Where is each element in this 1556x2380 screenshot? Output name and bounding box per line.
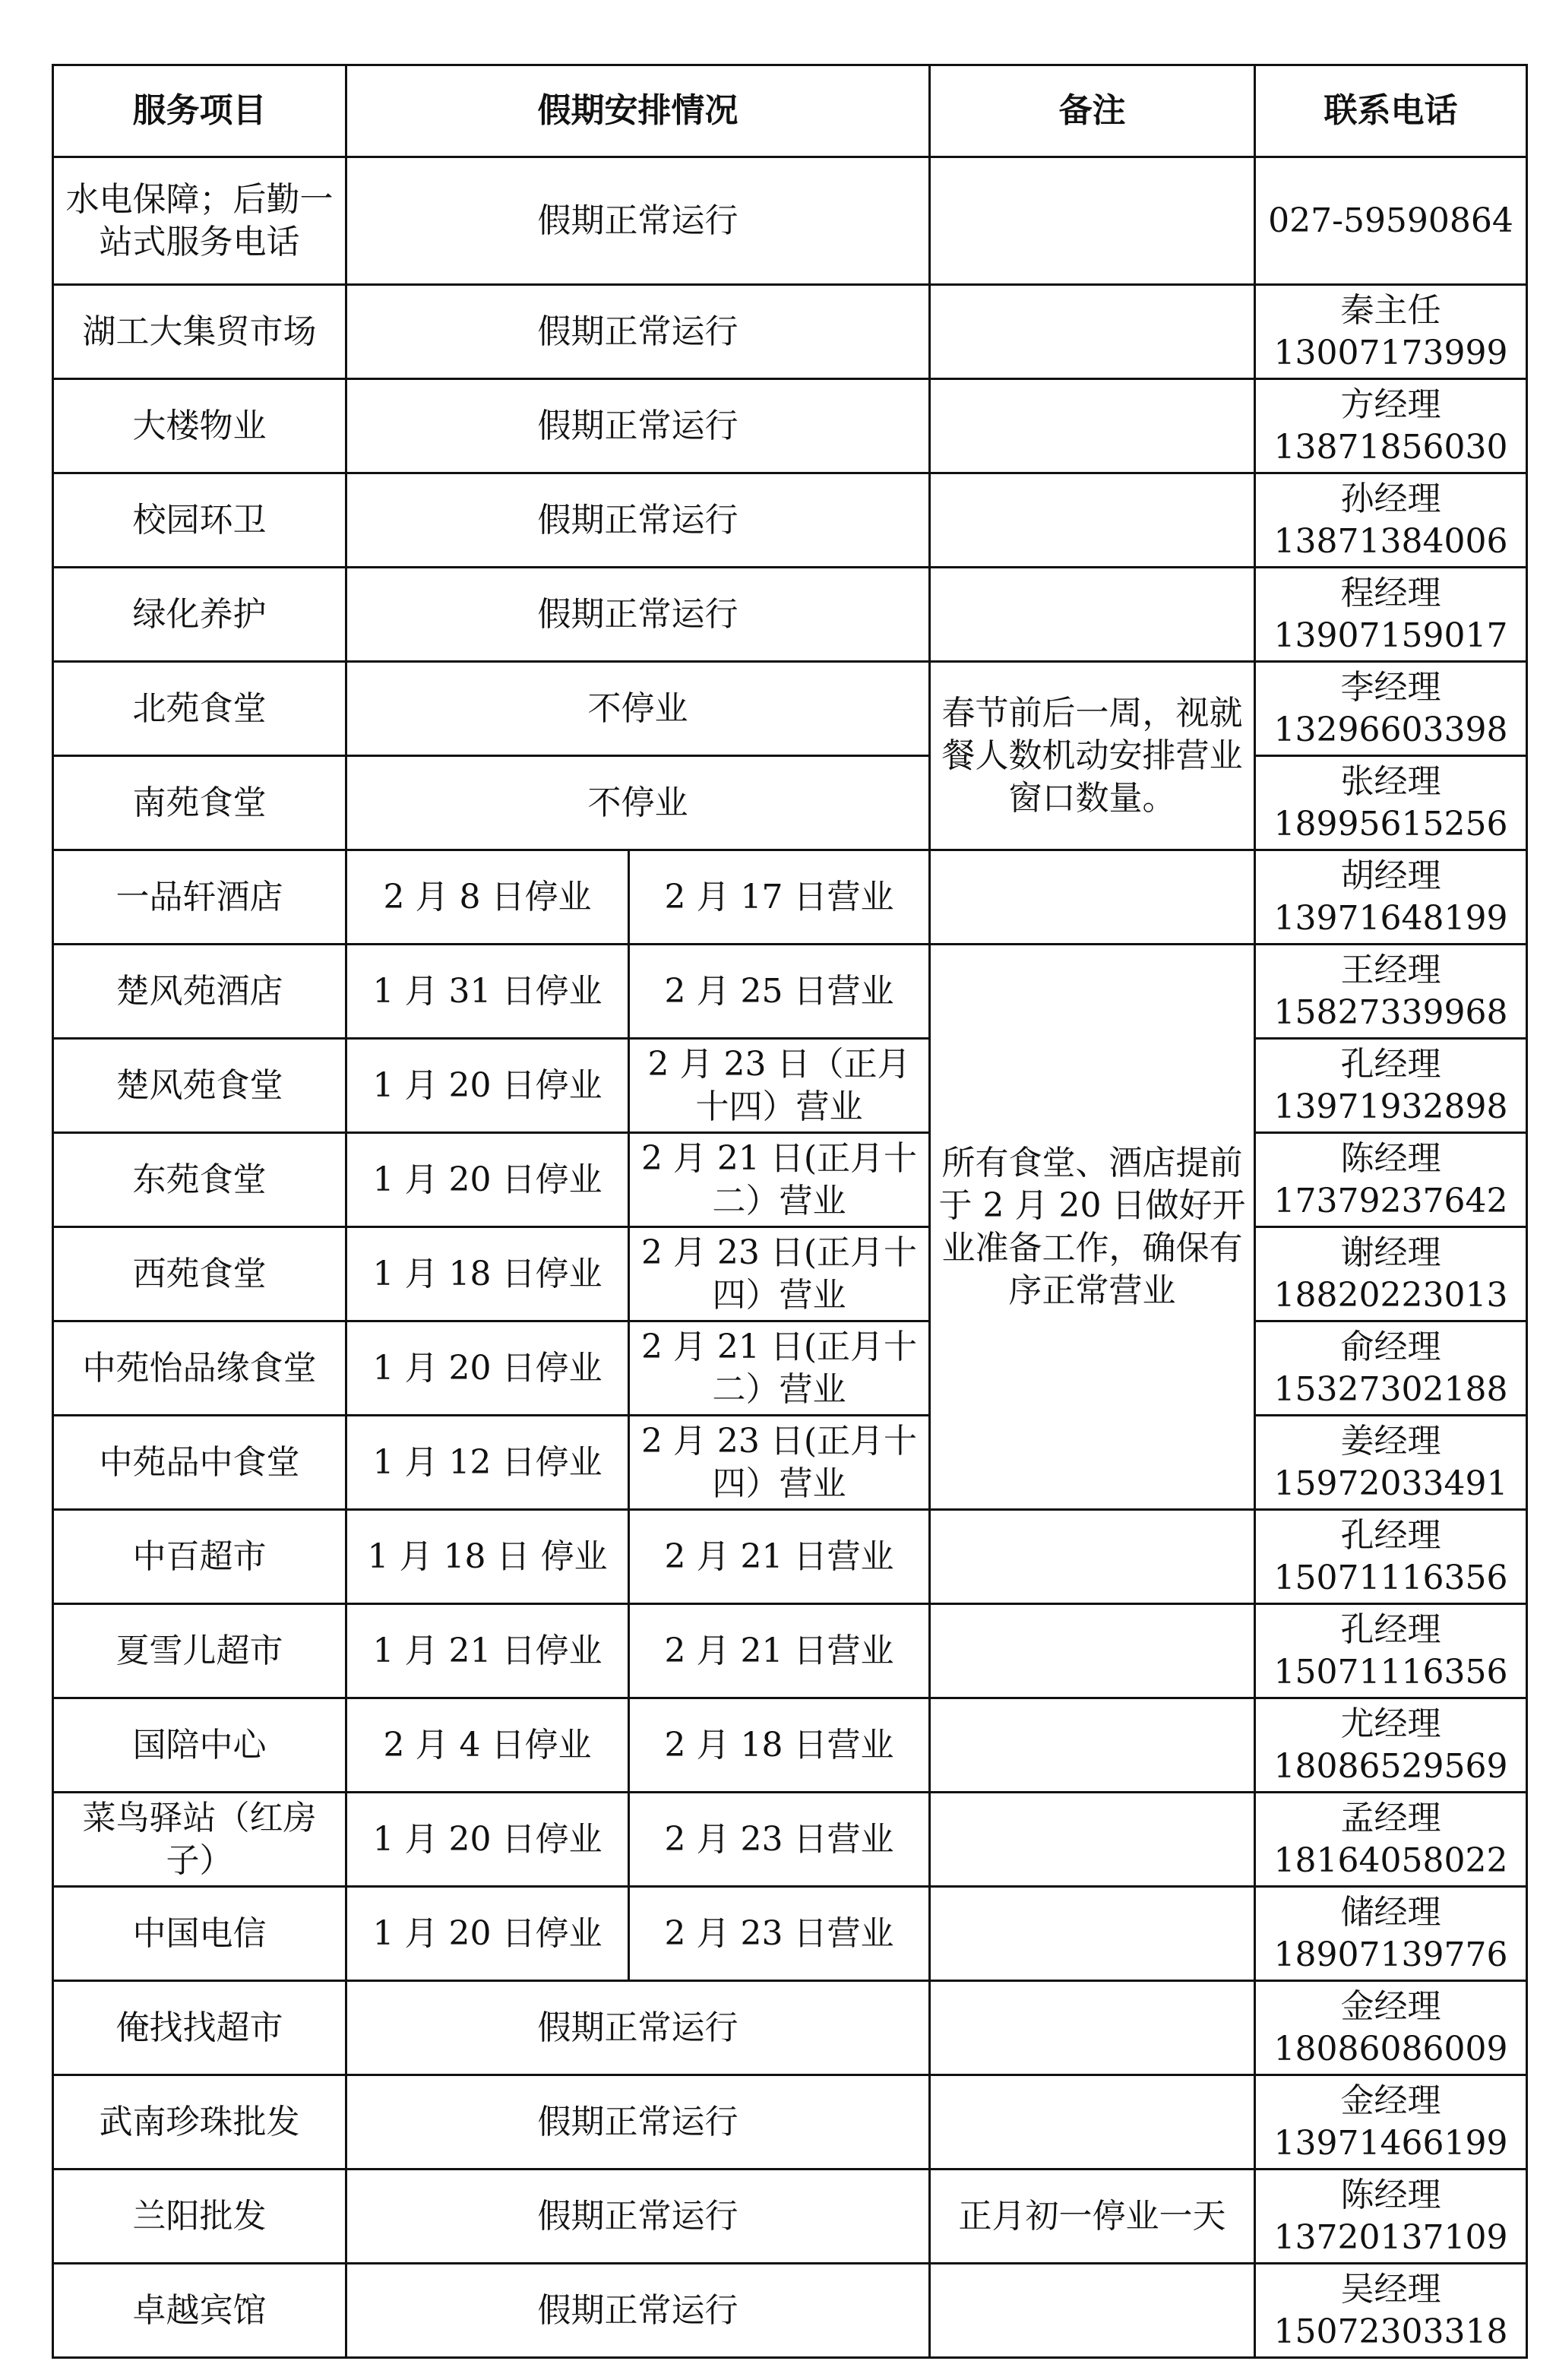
contact-name: 姜经理 <box>1340 1421 1441 1461</box>
contact-name: 金经理 <box>1340 2081 1441 2120</box>
service-name: 湖工大集贸市场 <box>53 285 346 379</box>
phone: 15972033491 <box>1273 1464 1508 1503</box>
contact-cell <box>1255 1793 1527 1887</box>
service-name: 兰阳批发 <box>53 2170 346 2264</box>
header-notes: 备注 <box>930 65 1255 157</box>
contact-cell <box>1255 1227 1527 1321</box>
contact-name: 程经理 <box>1340 573 1441 612</box>
open-date: 2 月 21 日营业 <box>629 1604 930 1698</box>
contact-name: 金经理 <box>1340 1986 1441 2026</box>
header-phone: 联系电话 <box>1255 65 1527 157</box>
table-row <box>53 756 1527 850</box>
schedule: 不停业 <box>346 662 930 756</box>
open-date: 2 月 21 日营业 <box>629 1510 930 1604</box>
service-name: 北苑食堂 <box>53 662 346 756</box>
phone: 18164058022 <box>1273 1840 1508 1880</box>
open-date: 2 月 23 日(正月十四）营业 <box>629 1227 930 1321</box>
service-name: 南苑食堂 <box>53 756 346 850</box>
table-row <box>53 1887 1527 1981</box>
open-date: 2 月 23 日营业 <box>629 1793 930 1887</box>
table-row <box>53 662 1527 756</box>
phone: 027-59590864 <box>1268 201 1513 240</box>
open-date: 2 月 21 日(正月十二）营业 <box>629 1321 930 1416</box>
contact-cell <box>1255 1510 1527 1604</box>
note-cell <box>930 1981 1255 2075</box>
note-cell <box>930 285 1255 379</box>
note-cell <box>930 1510 1255 1604</box>
table-row <box>53 850 1527 945</box>
service-name: 中苑品中食堂 <box>53 1416 346 1510</box>
open-date: 2 月 23 日（正月十四）营业 <box>629 1039 930 1133</box>
contact-cell <box>1255 473 1527 568</box>
note-lanyang: 正月初一停业一天 <box>930 2170 1255 2264</box>
service-name: 东苑食堂 <box>53 1133 346 1227</box>
service-name: 卓越宾馆 <box>53 2264 346 2358</box>
open-date: 2 月 23 日营业 <box>629 1887 930 1981</box>
note-cell <box>930 473 1255 568</box>
contact-cell <box>1255 662 1527 756</box>
note-cell <box>930 1793 1255 1887</box>
service-name: 校园环卫 <box>53 473 346 568</box>
schedule: 假期正常运行 <box>346 473 930 568</box>
phone: 13871856030 <box>1273 427 1508 467</box>
note-cell <box>930 1604 1255 1698</box>
contact-name: 张经理 <box>1340 761 1441 801</box>
close-date: 1 月 20 日停业 <box>346 1793 629 1887</box>
table-row <box>53 1416 1527 1510</box>
schedule: 假期正常运行 <box>346 379 930 473</box>
schedule: 假期正常运行 <box>346 157 930 285</box>
schedule: 假期正常运行 <box>346 2264 930 2358</box>
contact-name: 孙经理 <box>1340 479 1441 518</box>
open-date: 2 月 23 日(正月十四）营业 <box>629 1416 930 1510</box>
note-cell <box>930 1887 1255 1981</box>
holiday-schedule-table <box>52 64 1528 2359</box>
service-name: 楚风苑食堂 <box>53 1039 346 1133</box>
contact-name: 方经理 <box>1340 385 1441 424</box>
close-date: 1 月 20 日停业 <box>346 1133 629 1227</box>
contact-name: 俞经理 <box>1340 1327 1441 1366</box>
close-date: 1 月 20 日停业 <box>346 1887 629 1981</box>
close-date: 1 月 18 日 停业 <box>346 1510 629 1604</box>
contact-name: 储经理 <box>1340 1892 1441 1932</box>
service-name: 水电保障；后勤一站式服务电话 <box>53 157 346 285</box>
phone: 13720137109 <box>1273 2217 1508 2257</box>
table-row <box>53 1510 1527 1604</box>
phone: 18907139776 <box>1273 1935 1508 1974</box>
service-name: 一品轩酒店 <box>53 850 346 945</box>
contact-cell <box>1255 945 1527 1039</box>
table-row <box>53 379 1527 473</box>
phone: 15071116356 <box>1273 1558 1508 1597</box>
open-date: 2 月 25 日营业 <box>629 945 930 1039</box>
table-row <box>53 285 1527 379</box>
table-row <box>53 1227 1527 1321</box>
phone: 15071116356 <box>1273 1652 1508 1692</box>
contact-cell <box>1255 1887 1527 1981</box>
contact-cell <box>1255 157 1527 285</box>
open-date: 2 月 17 日营业 <box>629 850 930 945</box>
header-holiday: 假期安排情况 <box>346 65 930 157</box>
table-row <box>53 1981 1527 2075</box>
service-name: 俺找找超市 <box>53 1981 346 2075</box>
phone: 15072303318 <box>1273 2312 1508 2351</box>
note-cell <box>930 2075 1255 2170</box>
table-row <box>53 473 1527 568</box>
open-date: 2 月 18 日营业 <box>629 1698 930 1793</box>
phone: 18086086009 <box>1273 2029 1508 2068</box>
contact-name: 胡经理 <box>1340 856 1441 895</box>
close-date: 1 月 20 日停业 <box>346 1039 629 1133</box>
contact-cell <box>1255 1604 1527 1698</box>
contact-name: 陈经理 <box>1340 1138 1441 1178</box>
contact-cell <box>1255 1039 1527 1133</box>
note-canteens-north-south: 春节前后一周，视就餐人数机动安排营业窗口数量。 <box>930 662 1255 850</box>
close-date: 2 月 8 日停业 <box>346 850 629 945</box>
service-name: 武南珍珠批发 <box>53 2075 346 2170</box>
contact-cell <box>1255 756 1527 850</box>
contact-cell <box>1255 285 1527 379</box>
contact-name: 孔经理 <box>1340 1609 1441 1649</box>
close-date: 1 月 20 日停业 <box>346 1321 629 1416</box>
close-date: 1 月 21 日停业 <box>346 1604 629 1698</box>
service-name: 西苑食堂 <box>53 1227 346 1321</box>
schedule: 假期正常运行 <box>346 1981 930 2075</box>
phone: 13871384006 <box>1273 521 1508 561</box>
contact-name: 谢经理 <box>1340 1233 1441 1272</box>
table-row <box>53 157 1527 285</box>
close-date: 1 月 31 日停业 <box>346 945 629 1039</box>
phone: 13971648199 <box>1273 898 1508 938</box>
contact-name: 尤经理 <box>1340 1704 1441 1743</box>
contact-cell <box>1255 1416 1527 1510</box>
contact-name: 王经理 <box>1340 950 1441 989</box>
phone: 13907159017 <box>1273 616 1508 655</box>
contact-cell <box>1255 379 1527 473</box>
contact-cell <box>1255 850 1527 945</box>
phone: 18086529569 <box>1273 1746 1508 1786</box>
service-name: 中苑怡品缘食堂 <box>53 1321 346 1416</box>
contact-name: 李经理 <box>1340 667 1441 707</box>
phone: 13971932898 <box>1273 1087 1508 1126</box>
contact-name: 孟经理 <box>1340 1798 1441 1837</box>
table-row <box>53 945 1527 1039</box>
phone: 18995615256 <box>1273 804 1508 843</box>
service-name: 国陪中心 <box>53 1698 346 1793</box>
contact-name: 孔经理 <box>1340 1044 1441 1084</box>
header-service: 服务项目 <box>53 65 346 157</box>
schedule: 假期正常运行 <box>346 2075 930 2170</box>
close-date: 1 月 12 日停业 <box>346 1416 629 1510</box>
contact-cell <box>1255 568 1527 662</box>
service-name: 楚风苑酒店 <box>53 945 346 1039</box>
contact-cell <box>1255 2170 1527 2264</box>
service-name: 绿化养护 <box>53 568 346 662</box>
open-date: 2 月 21 日(正月十二）营业 <box>629 1133 930 1227</box>
contact-name: 秦主任 <box>1340 290 1441 330</box>
table-row <box>53 1133 1527 1227</box>
phone: 18820223013 <box>1273 1275 1508 1315</box>
table-row <box>53 1039 1527 1133</box>
service-name: 夏雪儿超市 <box>53 1604 346 1698</box>
contact-cell <box>1255 1133 1527 1227</box>
service-name: 大楼物业 <box>53 379 346 473</box>
table-row <box>53 1793 1527 1887</box>
schedule: 不停业 <box>346 756 930 850</box>
close-date: 2 月 4 日停业 <box>346 1698 629 1793</box>
note-cell <box>930 157 1255 285</box>
schedule: 假期正常运行 <box>346 568 930 662</box>
close-date: 1 月 18 日停业 <box>346 1227 629 1321</box>
schedule: 假期正常运行 <box>346 2170 930 2264</box>
table-row <box>53 568 1527 662</box>
table-row <box>53 1698 1527 1793</box>
table-row <box>53 2075 1527 2170</box>
table-row <box>53 2264 1527 2358</box>
note-cell <box>930 2264 1255 2358</box>
phone: 17379237642 <box>1273 1181 1508 1220</box>
contact-name: 陈经理 <box>1340 2175 1441 2214</box>
phone: 13971466199 <box>1273 2123 1508 2163</box>
contact-cell <box>1255 1981 1527 2075</box>
note-cell <box>930 850 1255 945</box>
phone: 15827339968 <box>1273 992 1508 1032</box>
table-header-row <box>53 65 1527 157</box>
phone: 15327302188 <box>1273 1369 1508 1409</box>
contact-name: 孔经理 <box>1340 1515 1441 1555</box>
phone: 13296603398 <box>1273 710 1508 749</box>
contact-cell <box>1255 2075 1527 2170</box>
contact-cell <box>1255 1698 1527 1793</box>
table-row <box>53 1321 1527 1416</box>
note-cell <box>930 568 1255 662</box>
note-cell <box>930 379 1255 473</box>
schedule: 假期正常运行 <box>346 285 930 379</box>
note-cell <box>930 1698 1255 1793</box>
table-row <box>53 2170 1527 2264</box>
phone: 13007173999 <box>1273 333 1508 372</box>
contact-cell <box>1255 2264 1527 2358</box>
table-row <box>53 1604 1527 1698</box>
service-name: 中国电信 <box>53 1887 346 1981</box>
contact-cell <box>1255 1321 1527 1416</box>
note-canteens-hotels: 所有食堂、酒店提前于 2 月 20 日做好开业准备工作，确保有序正常营业 <box>930 945 1255 1510</box>
service-name: 中百超市 <box>53 1510 346 1604</box>
service-name: 菜鸟驿站（红房子） <box>53 1793 346 1887</box>
contact-name: 吴经理 <box>1340 2269 1441 2309</box>
